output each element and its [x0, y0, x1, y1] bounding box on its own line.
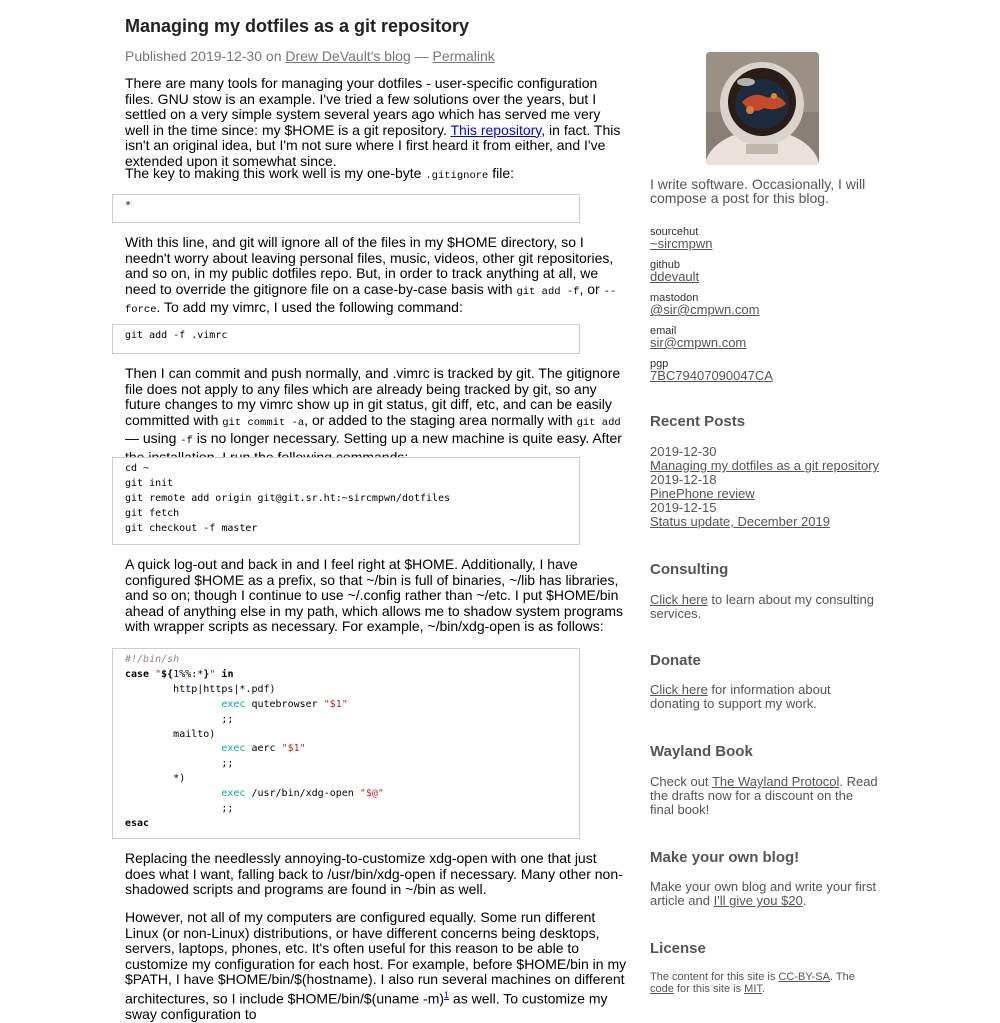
blog-text-a: Make your own blog and write your first article and	[650, 879, 877, 908]
consulting-text	[650, 593, 880, 621]
mit-link[interactable]: MIT	[744, 983, 762, 995]
handle-label: email	[650, 325, 677, 337]
code-cmd: aerc	[251, 743, 276, 755]
wayland-text-a: Check out	[650, 774, 709, 789]
astronaut-avatar-image	[706, 52, 819, 165]
mastodon-link[interactable]: @sir@cmpwn.com	[650, 302, 760, 317]
code-keyword: in	[221, 668, 234, 680]
license-text-d: .	[761, 983, 765, 995]
inline-code: git add	[576, 416, 621, 429]
consulting-link[interactable]: Click here	[650, 592, 708, 607]
code-semi: ;;	[221, 713, 234, 725]
blog-link-20[interactable]: I'll give you $20	[713, 893, 803, 908]
code-pattern: mailto)	[173, 728, 216, 740]
wayland-text	[650, 775, 880, 817]
sourcehut-link[interactable]: ~sircmpwn	[650, 236, 713, 251]
published-label: Published	[125, 48, 187, 64]
code-block-setup	[112, 457, 580, 545]
code-string: "$1"	[281, 743, 306, 755]
permalink-link[interactable]: Permalink	[432, 48, 495, 64]
article-meta	[125, 48, 495, 64]
code-line: git init	[125, 477, 174, 489]
paragraph-xdg: Replacing the needlessly annoying-to-customize xdg-open with one that just does what I want, falling back to /usr/bin/xdg-open if necessary. Many other non-shadowed scripts and programs are found in ~/bin as well.	[125, 850, 623, 898]
handle-value	[650, 302, 759, 317]
override-text-2: . To add my vimrc, I used the following command:	[156, 299, 463, 316]
inline-code: .gitignore	[425, 170, 489, 182]
handle-label: mastodon	[650, 292, 699, 304]
pgp-link[interactable]: 7BC79407090047CA	[650, 368, 773, 383]
code-block-add: git add -f .vimrc	[112, 324, 580, 354]
commit-text-3: — using	[125, 430, 177, 447]
gitignore-text-2: file:	[492, 165, 515, 181]
code-string: "$@"	[359, 788, 384, 800]
inline-code: -f	[180, 435, 193, 448]
code-string: "	[155, 668, 162, 680]
gitignore-text: The key to making this work well is my one-byte	[125, 165, 422, 181]
commit-text-2: , or added to the staging area normally with	[304, 411, 573, 428]
intro-text-2: , in fact. This isn't an original idea, but I'm not sure where I first heard it from either, and I've extended upon it somewhat since.	[125, 121, 621, 169]
paragraph-hosts	[125, 910, 627, 1023]
handle-value	[650, 368, 773, 383]
commit-text: Then I can commit and push normally, and .vimrc is tracked by git. The gitignore file does not apply to any files which are already being tracked by git, so any future changes to my vimrc show up in git status, git diff, etc, and can be easily committed with	[125, 365, 621, 428]
paragraph-override	[125, 235, 627, 319]
donate-description: for information about donating to support my work.	[650, 682, 831, 711]
blog-text-b: .	[802, 893, 807, 908]
donate-heading: Donate	[650, 652, 701, 669]
inline-code: git commit -a	[222, 416, 305, 429]
code-block-xdg-open	[112, 648, 580, 839]
hosts-text-2: as well. To customize my sway configuration to	[125, 990, 608, 1023]
recent-post-link	[650, 515, 830, 529]
license-text-b: . The	[829, 971, 855, 983]
commit-text-4: is no longer necessary. Setting up a new machine is quite easy. After	[196, 430, 622, 447]
consulting-heading: Consulting	[650, 561, 729, 578]
code-builtin: exec	[221, 698, 246, 710]
code-keyword: case	[125, 668, 150, 680]
code-cmd: qutebrowser	[251, 698, 318, 710]
code-line: git remote add origin git@git.sr.ht:~sircmpwn/dotfiles	[125, 492, 451, 504]
license-text	[650, 971, 880, 995]
code-link[interactable]: code	[650, 983, 674, 995]
code-string: "	[209, 668, 216, 680]
license-heading: License	[650, 940, 706, 957]
donate-text	[650, 683, 880, 711]
handle-label: github	[650, 259, 680, 271]
bio: I write software. Occasionally, I will compose a post for this blog.	[650, 176, 866, 206]
recent-post-title[interactable]: Status update, December 2019	[650, 514, 830, 529]
donate-link[interactable]: Click here	[650, 682, 708, 697]
code-pattern: http|https|*.pdf)	[173, 683, 276, 695]
blog-text	[650, 880, 880, 908]
consulting-description: to learn about my consulting services.	[650, 592, 875, 621]
handle-label: sourcehut	[650, 226, 699, 238]
cc-by-sa-link[interactable]: CC-BY-SA	[778, 971, 830, 983]
recent-post-link	[650, 487, 755, 501]
footnote-link[interactable]: 1	[444, 989, 450, 1000]
code-builtin: exec	[221, 743, 246, 755]
recent-post-date: 2019-12-30	[650, 444, 717, 459]
code-line: git checkout -f master	[125, 522, 258, 534]
recent-post-date: 2019-12-15	[650, 500, 717, 515]
code-string: "$1"	[323, 698, 348, 710]
article-title: Managing my dotfiles as a git repository	[125, 16, 470, 36]
blog-link[interactable]: Drew DeVault's blog	[285, 48, 411, 64]
repository-link[interactable]: This repository	[450, 121, 542, 138]
code-keyword: esac	[125, 817, 150, 829]
handle-value	[650, 269, 699, 284]
wayland-book-link[interactable]: The Wayland Protocol	[711, 774, 840, 789]
github-link[interactable]: ddevault	[650, 269, 700, 284]
code-var: ${	[161, 668, 174, 680]
recent-post-title[interactable]: PinePhone review	[650, 486, 755, 501]
on-label: on	[265, 48, 282, 64]
recent-post-date: 2019-12-18	[650, 472, 717, 487]
recent-post-title[interactable]: Managing my dotfiles as a git repository	[650, 458, 880, 473]
code-comment: #!/bin/sh	[125, 654, 180, 665]
email-link[interactable]: sir@cmpwn.com	[650, 335, 747, 350]
code-var: 1	[173, 668, 180, 680]
handle-value	[650, 335, 746, 350]
handle-label: pgp	[650, 358, 669, 370]
avatar	[706, 52, 819, 165]
code-pattern: *)	[173, 773, 186, 785]
code-semi: ;;	[221, 803, 234, 815]
recent-posts-heading: Recent Posts	[650, 413, 746, 430]
code-builtin: exec	[221, 788, 246, 800]
paragraph-commit	[125, 366, 627, 466]
paragraph-prefix: A quick log-out and back in and I feel right at $HOME. Additionally, I have configured $HOME as a prefix, so that ~/bin is full of binaries, ~/lib has libraries, and so on; though I continue to use ~/.config rather than ~/etc. I put $HOME/bin ahead of anything else in my path, which allows me to shadow system programs with wrapper scripts as necessary. For example, ~/bin/xdg-open is as follows:	[125, 556, 624, 635]
wayland-heading: Wayland Book	[650, 743, 753, 760]
code-line: cd ~	[125, 463, 150, 474]
hosts-text: However, not all of my computers are configured equally. Some run different Linux (or non-Linux) distributions, or have different concerns being desktops, servers, laptops, phones, etc. It's often useful for this reason to be able to customize my configuration for each host. For example, before $HOME/bin in my $PATH, I have $HOME/bin/$(hostname). I also run several machines on different architectures, so I include $HOME/bin/$(uname -m)	[125, 909, 627, 1007]
paragraph-intro	[125, 76, 627, 170]
published-date: 2019-12-30	[190, 48, 263, 64]
inline-code: --force	[125, 285, 617, 317]
override-text: With this line, and git will ignore all of the files in my $HOME directory, so I needn't worry about leaving personal files, music, videos, other git repositories, and so on, in my public dotfiles repo. But, in order to track anything at all, we need to override the gitignore file on a case-by-case basis with	[125, 234, 614, 297]
paragraph-gitignore	[125, 166, 627, 185]
code-var: }	[203, 668, 210, 680]
inline-code: git add -f	[516, 285, 580, 298]
intro-text: There are many tools for managing your dotfiles - user-specific configuration files. GNU stow is an example. I've tried a few solutions over the years, but I settled on a very simple system several years ago which has served me very well in the time since: my $HOME is a git repository.	[125, 75, 601, 138]
handle-value	[650, 236, 713, 251]
blog-heading: Make your own blog!	[650, 849, 800, 866]
license-text-a: The content for this site is	[650, 971, 776, 983]
recent-post-link	[650, 459, 879, 473]
meta-separator: —	[414, 48, 429, 64]
code-block-gitignore: *	[112, 194, 580, 223]
code-cmd: /usr/bin/xdg-open	[251, 788, 354, 800]
code-semi: ;;	[221, 758, 234, 770]
code-line: git fetch	[125, 507, 180, 519]
wayland-text-b: . Read the drafts now for a discount on the final book!	[650, 774, 878, 817]
code-var: %%:*	[179, 668, 204, 680]
override-or: , or	[579, 280, 600, 297]
license-text-c: for this site is	[676, 983, 742, 995]
